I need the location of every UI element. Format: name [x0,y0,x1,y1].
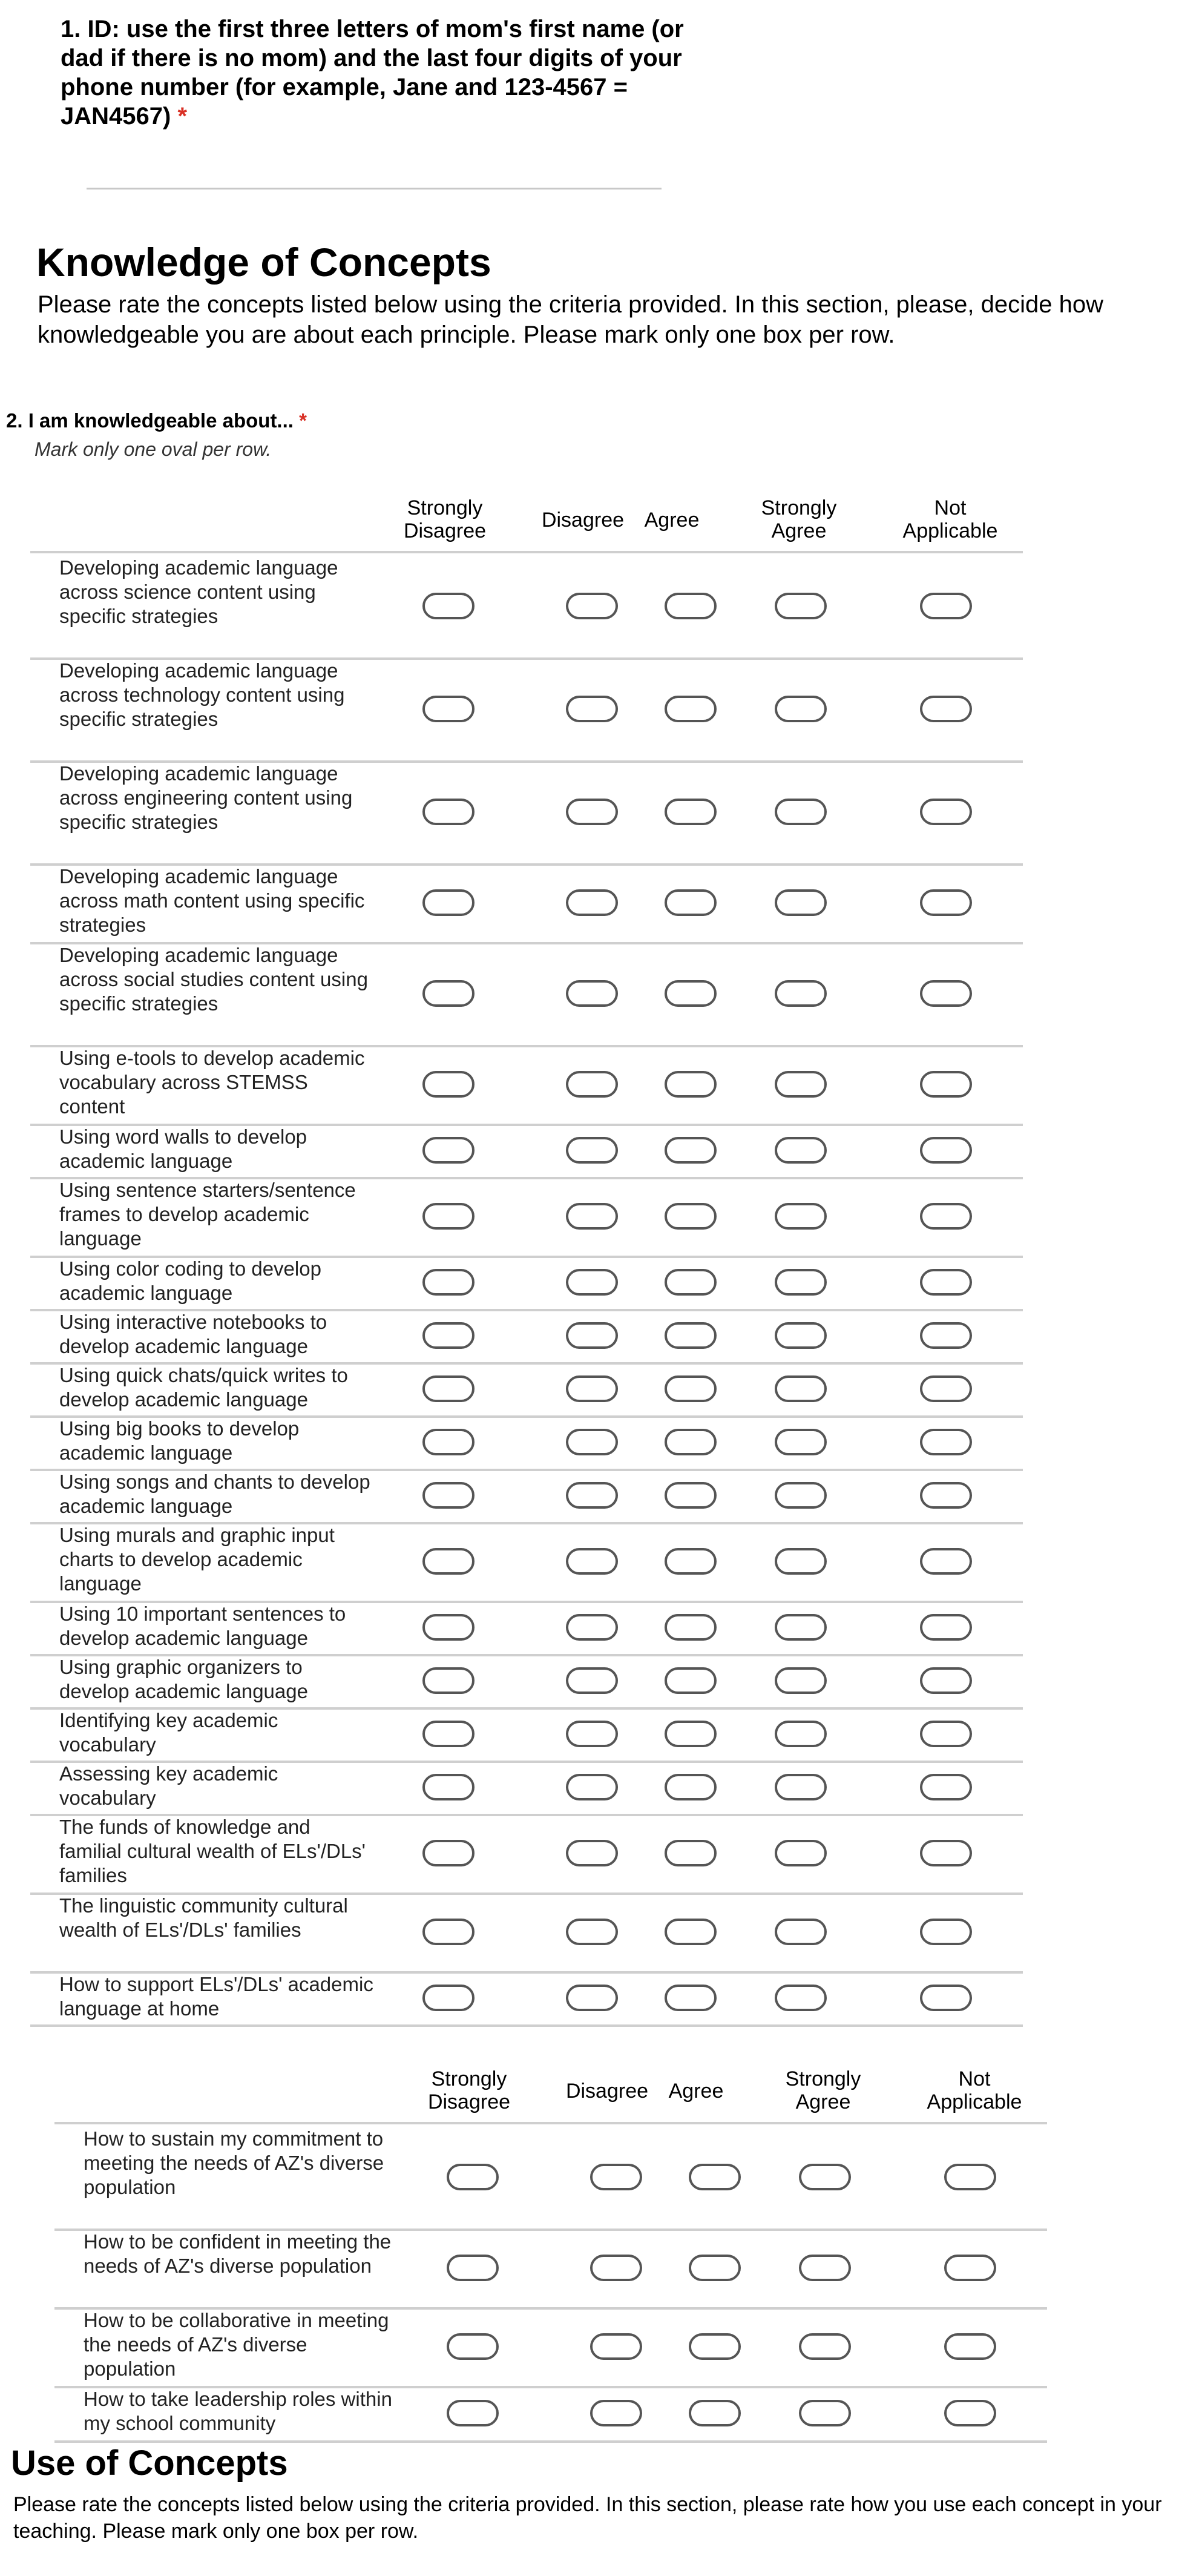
radio-oval-disagree[interactable] [590,2333,642,2360]
row-label: How to take leadership roles within my school community [84,2388,392,2434]
radio-oval-agree[interactable] [665,1375,717,1402]
radio-oval-strongly-agree[interactable] [775,1985,827,2011]
column-header-agree: Agree [668,2080,724,2103]
radio-oval-disagree[interactable] [566,1137,618,1164]
question-1-text: 1. ID: use the first three letters of mom's first name (or dad if there is no mom) and the last four digits of your phone number (for example, Jane and 123-4567 = JAN4567) [61,16,684,130]
radio-oval-disagree[interactable] [590,2255,642,2281]
radio-oval-strongly-agree[interactable] [775,696,827,722]
column-header-strongly-agree: Strongly Agree [785,2067,861,2113]
radio-oval-disagree[interactable] [566,1774,618,1800]
radio-oval-strongly-agree[interactable] [775,1071,827,1098]
header-divider [54,2122,1047,2124]
radio-oval-disagree[interactable] [566,1071,618,1098]
radio-oval-strongly-disagree[interactable] [447,2164,499,2190]
radio-oval-strongly-disagree[interactable] [422,889,475,916]
section-title-use: Use of Concepts [11,2443,288,2483]
question-2-hint: Mark only one oval per row. [34,438,272,460]
grid-row [30,1971,1023,2027]
row-label: Identifying key academic vocabulary [59,1709,278,1756]
grid-row [30,1601,1023,1656]
radio-oval-agree[interactable] [665,1322,717,1349]
radio-oval-strongly-disagree[interactable] [422,1667,475,1694]
row-label: Using murals and graphic input charts to develop academic language [59,1524,335,1595]
radio-oval-agree[interactable] [665,1203,717,1230]
radio-oval-disagree[interactable] [566,1919,618,1945]
grid-row [30,1892,1023,1974]
radio-oval-strongly-agree[interactable] [775,1548,827,1575]
header-divider [30,551,1023,553]
radio-oval-not-applicable[interactable] [920,1429,972,1455]
radio-oval-not-applicable[interactable] [944,2255,996,2281]
radio-oval-agree[interactable] [665,1667,717,1694]
grid-row [54,2386,1047,2443]
radio-oval-not-applicable[interactable] [920,696,972,722]
column-header-not-applicable: Not Applicable [927,2067,1022,2113]
radio-oval-agree[interactable] [665,1985,717,2011]
radio-oval-strongly-agree[interactable] [775,889,827,916]
radio-oval-not-applicable[interactable] [920,1269,972,1296]
radio-oval-not-applicable[interactable] [920,1203,972,1230]
radio-oval-strongly-disagree[interactable] [422,1614,475,1641]
radio-oval-disagree[interactable] [566,1614,618,1641]
question-1-label [61,15,696,131]
radio-oval-agree[interactable] [665,1269,717,1296]
radio-oval-strongly-disagree[interactable] [422,1721,475,1747]
radio-oval-agree[interactable] [665,799,717,825]
radio-oval-not-applicable[interactable] [920,1667,972,1694]
radio-oval-disagree[interactable] [566,1721,618,1747]
radio-oval-disagree[interactable] [566,696,618,722]
radio-oval-agree[interactable] [689,2333,741,2360]
grid-row [30,1761,1023,1816]
radio-oval-not-applicable[interactable] [920,1137,972,1164]
radio-oval-agree[interactable] [665,1919,717,1945]
radio-oval-agree[interactable] [689,2255,741,2281]
radio-oval-strongly-disagree[interactable] [422,980,475,1007]
column-header-strongly-disagree: Strongly Disagree [427,2067,511,2113]
radio-oval-not-applicable[interactable] [944,2164,996,2190]
section-title-knowledge: Knowledge of Concepts [36,240,491,285]
row-label: Using quick chats/quick writes to develop academic language [59,1364,348,1411]
radio-oval-agree[interactable] [665,1071,717,1098]
radio-oval-strongly-disagree[interactable] [422,1548,475,1575]
section-description-use: Please rate the concepts listed below using the criteria provided. In this section, please rate how you use each concept in your teaching. Please mark only one box per row. [13,2493,1162,2543]
column-header-disagree: Disagree [565,2080,649,2103]
column-header-not-applicable: Not Applicable [902,496,998,542]
radio-oval-disagree[interactable] [566,1667,618,1694]
radio-oval-not-applicable[interactable] [920,980,972,1007]
radio-oval-strongly-disagree[interactable] [447,2333,499,2360]
row-label: Using graphic organizers to develop academic language [59,1656,308,1702]
radio-oval-disagree[interactable] [566,1269,618,1296]
question-2-text: 2. I am knowledgeable about... [6,409,294,432]
radio-oval-strongly-disagree[interactable] [422,1071,475,1098]
row-label: Developing academic language across math content using specific strategies [59,865,365,936]
radio-oval-not-applicable[interactable] [920,1919,972,1945]
radio-oval-strongly-disagree[interactable] [422,799,475,825]
grid-row [30,1415,1023,1471]
radio-oval-disagree[interactable] [566,1548,618,1575]
row-label: How to be collaborative in meeting the needs of AZ's diverse population [84,2309,389,2380]
radio-oval-disagree[interactable] [566,799,618,825]
grid-row [30,1654,1023,1710]
grid-row [30,760,1023,866]
radio-oval-strongly-agree[interactable] [775,980,827,1007]
radio-oval-not-applicable[interactable] [920,1548,972,1575]
radio-oval-strongly-agree[interactable] [775,1137,827,1164]
radio-oval-agree[interactable] [665,1614,717,1641]
radio-oval-strongly-agree[interactable] [775,1840,827,1866]
radio-oval-disagree[interactable] [566,1322,618,1349]
radio-oval-strongly-disagree[interactable] [422,1429,475,1455]
radio-oval-agree[interactable] [665,889,717,916]
radio-oval-strongly-disagree[interactable] [447,2255,499,2281]
radio-oval-strongly-disagree[interactable] [422,1375,475,1402]
radio-oval-not-applicable[interactable] [920,799,972,825]
radio-oval-agree[interactable] [665,1721,717,1747]
row-label: Using e-tools to develop academic vocabulary across STEMSS content [59,1047,365,1118]
grid-row [30,942,1023,1047]
radio-oval-strongly-disagree[interactable] [422,696,475,722]
row-label: How to be confident in meeting the needs of AZ's diverse population [84,2230,392,2277]
row-label: Using sentence starters/sentence frames to develop academic language [59,1179,356,1250]
radio-oval-not-applicable[interactable] [920,1071,972,1098]
radio-oval-disagree[interactable] [566,1203,618,1230]
radio-oval-strongly-disagree[interactable] [422,1985,475,2011]
radio-oval-disagree[interactable] [566,980,618,1007]
grid-row [30,1814,1023,1895]
radio-oval-not-applicable[interactable] [920,1614,972,1641]
radio-oval-strongly-disagree[interactable] [422,1269,475,1296]
radio-oval-strongly-disagree[interactable] [422,1840,475,1866]
column-header-strongly-disagree: Strongly Disagree [403,496,487,542]
row-label: Developing academic language across technology content using specific strategies [59,659,345,730]
radio-oval-not-applicable[interactable] [920,1482,972,1509]
radio-oval-agree[interactable] [665,593,717,619]
radio-oval-agree[interactable] [665,1548,717,1575]
radio-oval-not-applicable[interactable] [944,2333,996,2360]
radio-oval-strongly-agree[interactable] [775,1774,827,1800]
column-header-strongly-agree: Strongly Agree [761,496,837,542]
radio-oval-strongly-agree[interactable] [775,1482,827,1509]
question-1-answer-field[interactable] [87,188,662,189]
radio-oval-agree[interactable] [665,1482,717,1509]
radio-oval-strongly-disagree[interactable] [422,1774,475,1800]
grid-row [30,1124,1023,1179]
radio-oval-disagree[interactable] [566,1429,618,1455]
radio-oval-strongly-agree[interactable] [799,2255,851,2281]
radio-oval-strongly-agree[interactable] [799,2164,851,2190]
row-label: Using big books to develop academic language [59,1417,300,1464]
row-label: Using 10 important sentences to develop academic language [59,1603,346,1649]
radio-oval-strongly-agree[interactable] [775,1667,827,1694]
grid-row [30,657,1023,763]
row-label: Developing academic language across science content using specific strategies [59,556,338,627]
row-label: Using word walls to develop academic language [59,1125,307,1172]
radio-oval-agree[interactable] [689,2164,741,2190]
radio-oval-strongly-agree[interactable] [775,1919,827,1945]
radio-oval-strongly-agree[interactable] [775,1322,827,1349]
row-label: Using interactive notebooks to develop academic language [59,1311,327,1357]
radio-oval-agree[interactable] [665,1429,717,1455]
radio-oval-agree[interactable] [665,696,717,722]
radio-oval-strongly-disagree[interactable] [447,2400,499,2426]
radio-oval-strongly-agree[interactable] [775,593,827,619]
radio-oval-disagree[interactable] [566,1985,618,2011]
radio-oval-strongly-agree[interactable] [775,799,827,825]
radio-oval-strongly-disagree[interactable] [422,1137,475,1164]
radio-oval-agree[interactable] [665,1774,717,1800]
row-label: How to sustain my commitment to meeting the needs of AZ's diverse population [84,2127,384,2198]
radio-oval-strongly-disagree[interactable] [422,1322,475,1349]
question-2-title [6,409,307,432]
row-label: The linguistic community cultural wealth of ELs'/DLs' families [59,1894,348,1941]
radio-oval-strongly-agree[interactable] [799,2400,851,2426]
radio-oval-not-applicable[interactable] [920,1721,972,1747]
radio-oval-not-applicable[interactable] [920,593,972,619]
radio-oval-not-applicable[interactable] [944,2400,996,2426]
required-asterisk: * [299,409,307,432]
grid-row [30,1309,1023,1365]
radio-oval-disagree[interactable] [590,2164,642,2190]
row-label: Using color coding to develop academic language [59,1257,321,1304]
radio-oval-strongly-disagree[interactable] [422,1919,475,1945]
required-asterisk: * [177,103,188,130]
section-description-knowledge: Please rate the concepts listed below using the criteria provided. In this section, please, decide how knowledgeable you are about each principle. Please mark only one box per row. [38,291,1104,348]
grid-row [54,2307,1047,2388]
row-label: Assessing key academic vocabulary [59,1762,278,1809]
grid-row [30,1045,1023,1126]
grid-row [30,1522,1023,1603]
radio-oval-strongly-agree[interactable] [775,1269,827,1296]
row-label: Using songs and chants to develop academic language [59,1471,370,1517]
radio-oval-not-applicable[interactable] [920,1985,972,2011]
row-label: The funds of knowledge and familial cultural wealth of ELs'/DLs' families [59,1816,366,1886]
grid-row [30,1177,1023,1258]
radio-oval-agree[interactable] [665,980,717,1007]
radio-oval-not-applicable[interactable] [920,889,972,916]
column-header-disagree: Disagree [541,509,625,532]
grid-row [54,2126,1047,2231]
radio-oval-disagree[interactable] [566,1482,618,1509]
grid-row [30,1707,1023,1763]
radio-oval-disagree[interactable] [566,889,618,916]
radio-oval-strongly-agree[interactable] [799,2333,851,2360]
radio-oval-strongly-agree[interactable] [775,1375,827,1402]
radio-oval-disagree[interactable] [590,2400,642,2426]
row-label: How to support ELs'/DLs' academic language at home [59,1973,373,2020]
radio-oval-strongly-disagree[interactable] [422,593,475,619]
grid-row [30,1469,1023,1524]
radio-oval-agree[interactable] [665,1840,717,1866]
radio-oval-strongly-disagree[interactable] [422,1482,475,1509]
radio-oval-agree[interactable] [665,1137,717,1164]
radio-oval-strongly-agree[interactable] [775,1614,827,1641]
radio-oval-strongly-agree[interactable] [775,1721,827,1747]
grid-row [30,863,1023,944]
grid-row [30,1256,1023,1311]
row-label: Developing academic language across engineering content using specific strategies [59,762,353,833]
radio-oval-disagree[interactable] [566,593,618,619]
radio-oval-disagree[interactable] [566,1840,618,1866]
grid-row [30,1362,1023,1418]
radio-oval-not-applicable[interactable] [920,1774,972,1800]
grid-row [30,555,1023,660]
radio-oval-agree[interactable] [689,2400,741,2426]
radio-oval-not-applicable[interactable] [920,1840,972,1866]
row-label: Developing academic language across social studies content using specific strategies [59,944,368,1015]
radio-oval-strongly-disagree[interactable] [422,1203,475,1230]
radio-oval-strongly-agree[interactable] [775,1203,827,1230]
radio-oval-not-applicable[interactable] [920,1375,972,1402]
radio-oval-disagree[interactable] [566,1375,618,1402]
radio-oval-strongly-agree[interactable] [775,1429,827,1455]
radio-oval-not-applicable[interactable] [920,1322,972,1349]
grid-row [54,2228,1047,2310]
column-header-agree: Agree [644,509,700,532]
